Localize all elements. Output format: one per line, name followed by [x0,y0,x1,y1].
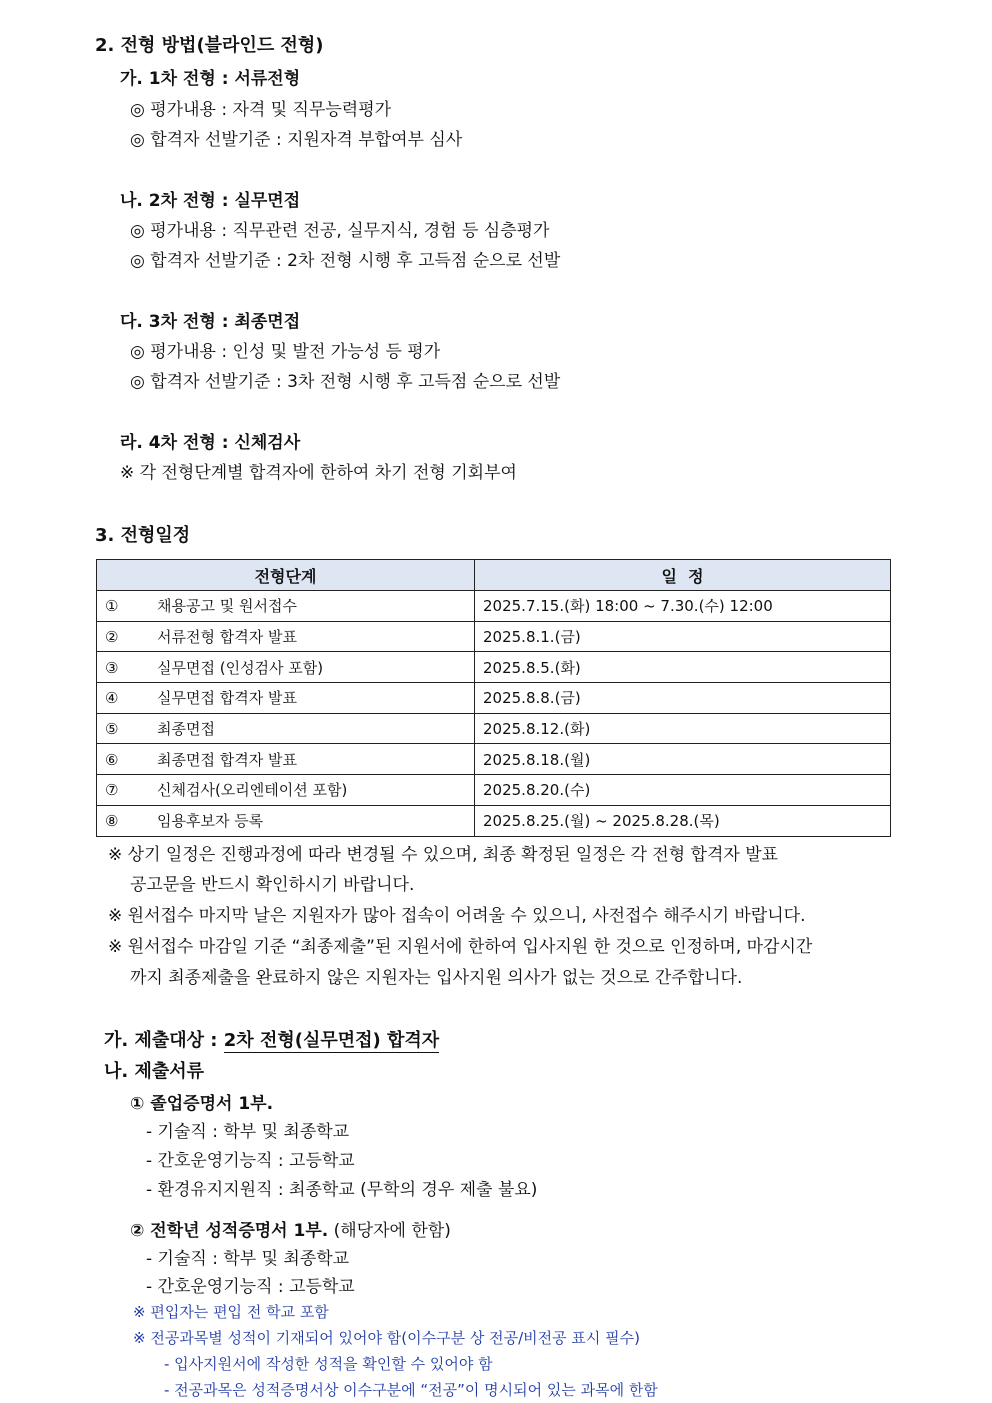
row-date: 2025.8.25.(월) ~ 2025.8.28.(목) [475,805,891,836]
table-row [97,652,891,683]
row-date: 2025.8.1.(금) [475,621,891,652]
stage1-title: 가. 1차 전형 : 서류전형 [120,69,301,89]
blue-note-3: - 입사지원서에 작성한 성적을 확인할 수 있어야 함 [164,1355,493,1373]
doc1-line-1: - 기술직 : 학부 및 최종학교 [146,1122,350,1142]
table-row [97,621,891,652]
stage3-eval: ◎ 평가내용 : 인성 및 발전 가능성 등 평가 [130,342,441,362]
doc2-title: ② 전학년 성적증명서 1부. [130,1221,329,1241]
row-stage: 실무면접 (인성검사 포함) [157,658,324,677]
table-row [97,775,891,806]
table-row [97,591,891,622]
stage3-title: 다. 3차 전형 : 최종면접 [120,312,301,332]
stage1-criteria: ◎ 합격자 선발기준 : 지원자격 부합여부 심사 [130,130,463,150]
schedule-note-2: ※ 원서접수 마지막 날은 지원자가 많아 접속이 어려울 수 있으니, 사전접수 해주시기 바랍니다. [108,906,806,926]
stage4-note: ※ 각 전형단계별 합격자에 한하여 차기 전형 기회부여 [120,463,517,483]
row-date: 2025.7.15.(화) 18:00 ~ 7.30.(수) 12:00 [475,591,891,622]
row-date: 2025.8.5.(화) [475,652,891,683]
schedule-note-3a: ※ 원서접수 마감일 기준 “최종제출”된 지원서에 한하여 입사지원 한 것으로 인정하며, 마감시간 [108,937,813,957]
schedule-table [96,559,891,837]
submit-target-value: 2차 전형(실무면접) 합격자 [223,1030,440,1051]
doc1-line-3: - 환경유지지원직 : 최종학교 (무학의 경우 제출 불요) [146,1180,538,1200]
doc1-line-2: - 간호운영기능직 : 고등학교 [146,1151,355,1171]
row-stage: 실무면접 합격자 발표 [157,689,297,708]
row-date: 2025.8.8.(금) [475,683,891,714]
row-num: ③ [105,658,119,677]
row-num: ① [105,597,119,616]
row-num: ⑤ [105,720,119,739]
blue-note-2: ※ 전공과목별 성적이 기재되어 있어야 함(이수구분 상 전공/비전공 표시 필수) [133,1329,640,1347]
schedule-note-1a: ※ 상기 일정은 진행과정에 따라 변경될 수 있으며, 최종 확정된 일정은 각 전형 합격자 발표 [108,845,779,865]
stage2-eval: ◎ 평가내용 : 직무관련 전공, 실무지식, 경험 등 심층평가 [130,221,550,241]
table-row [97,744,891,775]
blue-note-4: - 전공과목은 성적증명서상 이수구분에 “전공”이 명시되어 있는 과목에 한함 [164,1381,658,1399]
doc1-title: ① 졸업증명서 1부. [130,1094,274,1114]
doc2-heading [130,1216,451,1241]
row-num: ② [105,628,119,647]
row-stage: 채용공고 및 원서접수 [157,597,297,616]
doc2-line-1: - 기술직 : 학부 및 최종학교 [146,1249,350,1269]
submit-docs-title: 나. 제출서류 [104,1061,205,1082]
stage4-title: 라. 4차 전형 : 신체검사 [120,433,301,453]
row-date: 2025.8.12.(화) [475,713,891,744]
submit-target-label: 가. 제출대상 : [104,1030,224,1051]
schedule-note-1b: 공고문을 반드시 확인하시기 바랍니다. [130,875,415,895]
submit-target [104,1026,439,1052]
header-date: 일 정 [475,560,891,591]
row-num: ⑦ [105,781,119,800]
header-stage: 전형단계 [97,560,475,591]
row-num: ⑥ [105,750,119,769]
row-date: 2025.8.18.(월) [475,744,891,775]
row-num: ④ [105,689,119,708]
stage3-criteria: ◎ 합격자 선발기준 : 3차 전형 시행 후 고득점 순으로 선발 [130,372,561,392]
section-2-title: 2. 전형 방법(블라인드 전형) [95,35,324,56]
row-stage: 신체검사(오리엔테이션 포함) [157,781,348,800]
table-row [97,713,891,744]
blue-note-1: ※ 편입자는 편입 전 학교 포함 [133,1303,329,1321]
table-row [97,805,891,836]
row-date: 2025.8.20.(수) [475,775,891,806]
doc2-title-suffix: (해당자에 한함) [333,1221,451,1241]
row-num: ⑧ [105,812,119,831]
stage1-eval: ◎ 평가내용 : 자격 및 직무능력평가 [130,100,392,120]
schedule-note-3b: 까지 최종제출을 완료하지 않은 지원자는 입사지원 의사가 없는 것으로 간주합니다. [130,968,743,988]
schedule-header-row [97,560,891,591]
row-stage: 최종면접 합격자 발표 [157,750,297,769]
row-stage: 최종면접 [157,720,215,739]
row-stage: 임용후보자 등록 [157,812,264,831]
stage2-title: 나. 2차 전형 : 실무면접 [120,191,301,211]
stage2-criteria: ◎ 합격자 선발기준 : 2차 전형 시행 후 고득점 순으로 선발 [130,251,561,271]
section-3-title: 3. 전형일정 [95,525,191,546]
row-stage: 서류전형 합격자 발표 [157,628,297,647]
table-row [97,683,891,714]
doc2-line-2: - 간호운영기능직 : 고등학교 [146,1277,355,1297]
